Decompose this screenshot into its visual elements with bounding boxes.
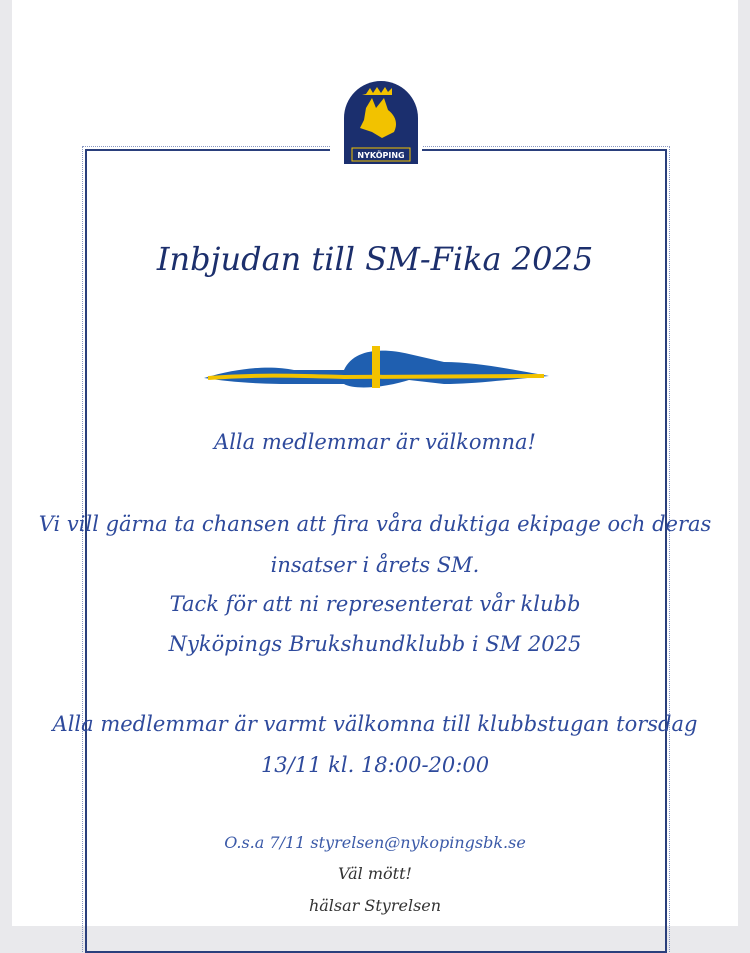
- invitation-page: [12, 0, 738, 926]
- signature: hälsar Styrelsen: [308, 896, 442, 915]
- event-date-time: 13/11 kl. 18:00-20:00: [260, 753, 490, 777]
- body-line-1: Vi vill gärna ta chansen att fira våra duktiga ekipage och deras: [38, 512, 712, 536]
- swedish-flag-ribbon-icon: [204, 340, 549, 395]
- body-line-4: Nyköpings Brukshundklubb i SM 2025: [168, 632, 582, 656]
- logo-text-nykoping: NYKÖPING: [357, 151, 405, 160]
- club-logo: [338, 78, 424, 168]
- body-line-3: Tack för att ni representerat vår klubb: [169, 592, 581, 616]
- greeting: Väl mött!: [338, 864, 412, 883]
- rsvp-line: O.s.a 7/11 styrelsen@nykopingsbk.se: [224, 833, 526, 852]
- welcome-text: Alla medlemmar är välkomna!: [214, 430, 536, 454]
- invitation-title: Inbjudan till SM-Fika 2025: [156, 240, 594, 278]
- body-line-2: insatser i årets SM.: [270, 553, 480, 577]
- event-line-1: Alla medlemmar är varmt välkomna till klubbstugan torsdag: [52, 712, 698, 736]
